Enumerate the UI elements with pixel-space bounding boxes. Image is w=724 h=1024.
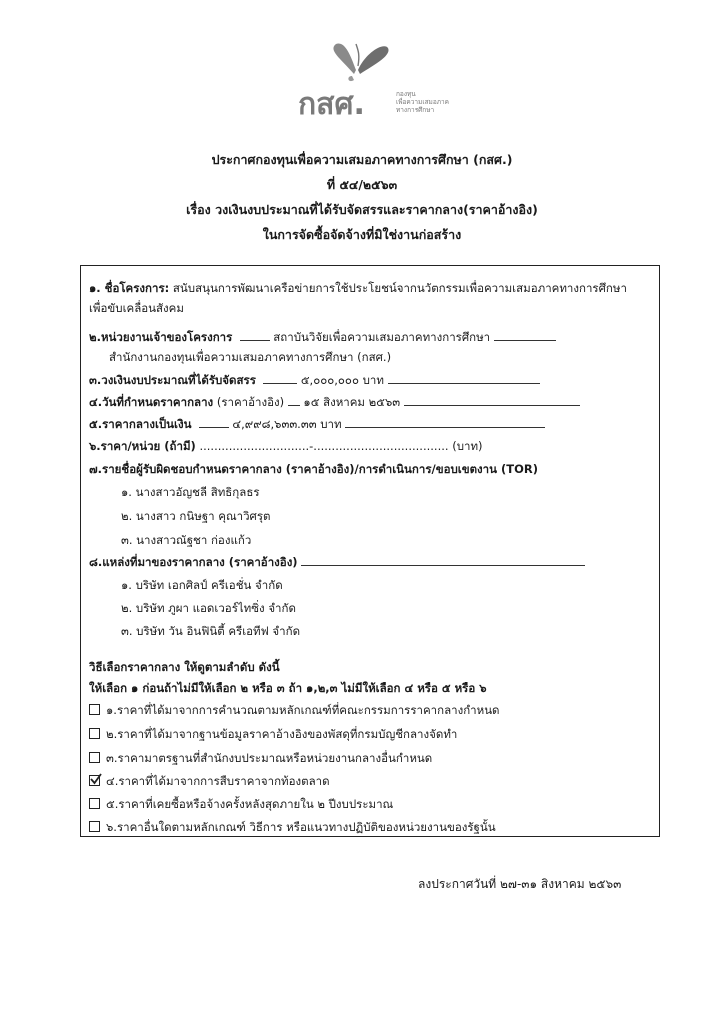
checked-checkbox-icon[interactable] [89, 775, 100, 786]
owner-value: สถาบันวิจัยเพื่อความเสมอภาคทางการศึกษา [273, 330, 491, 344]
tor-label: ๗.รายชื่อผู้รับผิดชอบกำหนดราคากลาง (ราคาอ้างอิง)/การดำเนินการ/ขอบเขตงาน (TOR) [89, 462, 538, 476]
source-3: ๓. บริษัท วัน อินฟินิตี้ ครีเอทีฟ จำกัด [121, 624, 301, 638]
owner-label: ๒.หน่วยงานเจ้าของโครงการ [89, 330, 233, 344]
method-option-3 [89, 750, 432, 768]
budget-row [89, 372, 540, 390]
source-2: ๒. บริษัท ภูผา แอดเวอร์ไทซิ่ง จำกัด [121, 601, 296, 615]
method-option-2 [89, 726, 457, 744]
price-value: ๔,๙๙๘,๖๓๓.๓๓ บาท [232, 417, 342, 431]
announcement-subject: เรื่อง วงเงินงบประมาณที่ได้รับจัดสรรและราคากลาง(ราคาอ้างอิง) [186, 202, 538, 217]
tor-person-3: ๓. นางสาวณัฐชา ก่องแก้ว [121, 533, 252, 547]
checkbox-icon[interactable] [89, 752, 100, 763]
checkbox-icon[interactable] [89, 821, 100, 832]
date-row [89, 394, 580, 412]
method-option-6 [89, 819, 496, 837]
unit-label: ๖.ราคา/หน่วย (ถ้ามี) [89, 439, 196, 453]
date-value: ๑๕ สิงหาคม ๒๕๖๓ [303, 395, 401, 409]
method-option-label: ๖.ราคาอื่นใดตามหลักเกณฑ์ วิธีการ หรือแนวทางปฏิบัติของหน่วยงานของรัฐนั้น [106, 820, 496, 834]
source-1: ๑. บริษัท เอกศิลป์ ครีเอชั่น จำกัด [121, 578, 283, 592]
method-option-label: ๔.ราคาที่ได้มาจากการสืบราคาจากท้องตลาด [106, 774, 330, 788]
method-rule: ให้เลือก ๑ ก่อนถ้าไม่มีให้เลือก ๒ หรือ ๓ ถ้า ๑,๒,๓ ไม่มีให้เลือก ๔ หรือ ๕ หรือ ๖ [89, 681, 487, 695]
announce-date: ลงประกาศวันที่ ๒๗-๓๑ สิงหาคม ๒๕๖๓ [418, 877, 622, 891]
date-note: (ราคาอ้างอิง) [216, 395, 285, 409]
svg-text:ทางการศึกษา: ทางการศึกษา [396, 106, 435, 114]
owner-value-cont: สำนักงานกองทุนเพื่อความเสมอภาคทางการศึกษา (กสศ.) [109, 350, 392, 364]
svg-text:กองทุน: กองทุน [396, 90, 416, 98]
method-option-label: ๓.ราคามาตรฐานที่สำนักงบประมาณหรือหน่วยงานกลางอื่นกำหนด [106, 751, 433, 765]
project-row [89, 280, 627, 298]
date-label: ๔.วันที่กำหนดราคากลาง [89, 395, 214, 409]
project-label: ๑. ชื่อโครงการ: [89, 281, 170, 295]
price-row [89, 416, 545, 434]
method-option-1 [89, 702, 500, 720]
project-value: สนับสนุนการพัฒนาเครือข่ายการใช้ประโยชน์จากนวัตกรรมเพื่อความเสมอภาคทางการศึกษา [172, 281, 627, 295]
tor-person-1: ๑. นางสาวอัญชลี สิทธิกุลธร [121, 485, 260, 499]
tor-person-2: ๒. นางสาว กนิษฐา คุณาวิศรุต [121, 509, 271, 523]
owner-row [89, 329, 556, 347]
svg-text:กสศ.: กสศ. [298, 87, 365, 120]
butterfly-logo-icon [292, 40, 452, 120]
method-option-label: ๒.ราคาที่ได้มาจากฐานข้อมูลราคาอ้างอิงของพัสดุที่กรมบัญชีกลางจัดทำ [106, 727, 458, 741]
unit-dots: ..............................-..................................... [199, 439, 449, 453]
method-option-4 [89, 773, 330, 791]
checkbox-icon[interactable] [89, 704, 100, 715]
method-option-5 [89, 796, 393, 814]
method-option-label: ๑.ราคาที่ได้มาจากการคำนวณตามหลักเกณฑ์ที่คณะกรรมการราคากลางกำหนด [106, 703, 500, 717]
budget-value: ๕,๐๐๐,๐๐๐ บาท [300, 373, 384, 387]
method-title: วิธีเลือกราคากลาง ให้ดูตามลำดับ ดังนี้ [89, 660, 280, 674]
announcement-subject-cont: ในการจัดซื้อจัดจ้างที่มิใช่งานก่อสร้าง [262, 227, 462, 242]
svg-text:เพื่อความเสมอภาค: เพื่อความเสมอภาค [396, 98, 450, 106]
budget-label: ๓.วงเงินงบประมาณที่ได้รับจัดสรร [89, 373, 256, 387]
checkbox-icon[interactable] [89, 798, 100, 809]
checkbox-icon[interactable] [89, 728, 100, 739]
announcement-title: ประกาศกองทุนเพื่อความเสมอภาคทางการศึกษา (กสศ.) [211, 152, 513, 167]
unit-suffix: (บาท) [452, 439, 483, 453]
organization-logo [292, 40, 452, 120]
method-option-label: ๕.ราคาที่เคยซื้อหรือจ้างครั้งหลังสุดภายใน ๒ ปีงบประมาณ [106, 797, 394, 811]
announcement-number: ที่ ๕๔/๒๕๖๓ [326, 177, 398, 192]
source-label: ๘.แหล่งที่มาของราคากลาง (ราคาอ้างอิง) [89, 555, 298, 569]
project-value-cont: เพื่อขับเคลื่อนสังคม [89, 301, 184, 315]
source-row [89, 554, 585, 572]
price-label: ๕.ราคากลางเป็นเงิน [89, 417, 192, 431]
unit-row [89, 438, 483, 456]
details-box [80, 265, 660, 837]
